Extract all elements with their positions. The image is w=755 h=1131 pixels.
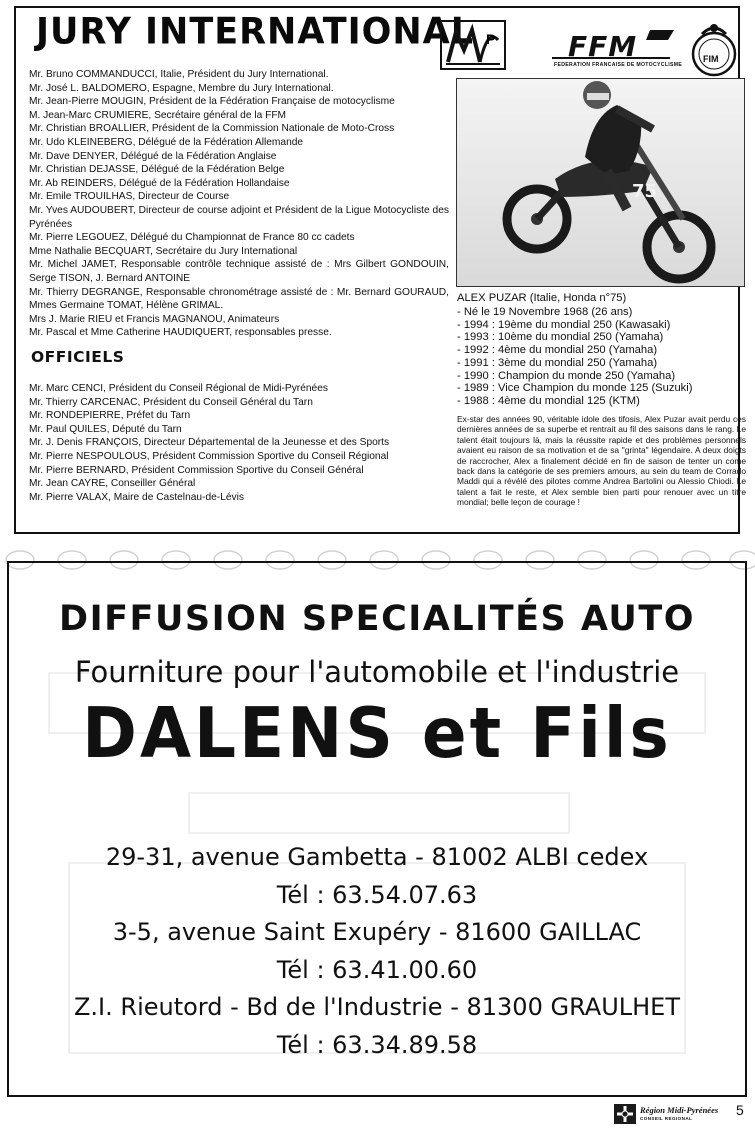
region-cross-logo: [614, 1104, 636, 1124]
list-item: Mr. Udo KLEINEBERG, Délégué de la Fédération Allemande: [29, 136, 304, 148]
list-item: Mr. RONDEPIERRE, Préfet du Tarn: [29, 410, 191, 422]
list-item: - Né le 19 Novembre 1968 (26 ans): [457, 306, 633, 318]
jury-panel: [14, 6, 746, 534]
list-item: M. Jean-Marc CRUMIERE, Secrétaire général de la FFM: [29, 109, 287, 121]
logo-strip: [440, 20, 736, 78]
list-item: Mrs J. Marie RIEU et Francis MAGNANOU, Animateurs: [29, 313, 280, 325]
list-item: Mr. Michel JAMET, Responsable contrôle technique assisté de : Mrs Gilbert GONDOUIN, Serge TISON, J. Bernard ANTOINE: [29, 259, 449, 284]
list-item: Mr. José L. BALDOMERO, Espagne, Membre du Jury International.: [29, 82, 334, 94]
rider-name: ALEX PUZAR (Italie, Honda n°75): [457, 292, 627, 304]
list-item: Mr. Jean-Pierre MOUGIN, Président de la Fédération Française de motocyclisme: [29, 96, 395, 108]
list-item: Mr. Yves AUDOUBERT, Directeur de course adjoint et Président de la Ligue Motocycliste des Pyrénées: [29, 204, 449, 230]
list-item: Mr. Paul QUILES, Député du Tarn: [29, 423, 182, 435]
ad-phone: Tél : 63.54.07.63: [276, 880, 478, 909]
ffm-logo-text: FFM: [568, 30, 638, 63]
ad-phone: Tél : 63.34.89.58: [276, 1030, 478, 1059]
list-item: Mr. Thierry DEGRANGE, Responsable chronométrage assisté de : Mr. Bernard GOURAUD, Mmes Germaine TOMAT, Hélène GRIMAL.: [29, 286, 449, 312]
ad-brand-name: DALENS et Fils: [82, 693, 672, 774]
list-item: Mr. Christian BROALLIER, Président de la Commission Nationale de Moto-Cross: [29, 123, 395, 135]
list-item: Mr. Dave DENYER, Délégué de la Fédération Anglaise: [29, 150, 277, 162]
ad-tagline: Fourniture pour l'automobile et l'industrie: [74, 655, 680, 689]
list-item: - 1992 : 4ème du mondial 250 (Yamaha): [457, 344, 658, 357]
footer-council-name: CONSEIL REGIONAL: [640, 1116, 693, 1121]
page-number: 5: [736, 1102, 744, 1118]
jury-member-list: [29, 68, 449, 340]
jury-title: JURY INTERNATIONAL: [36, 11, 475, 53]
list-item: Mr. Bruno COMMANDUCCI, Italie, Président du Jury International.: [29, 69, 329, 80]
svg-text:P: P: [486, 31, 496, 47]
list-item: Mr. Ab REINDERS, Délégué de la Fédération Hollandaise: [29, 177, 290, 189]
list-item: Mr. Thierry CARCENAC, Président du Conseil Général du Tarn: [29, 396, 313, 408]
list-item: Mr. Marc CENCI, Président du Conseil Régional de Midi-Pyrénées: [29, 383, 328, 394]
ad-address: 29-31, avenue Gambetta - 81002 ALBI cedex: [105, 843, 649, 871]
ad-phone: Tél : 63.41.00.60: [276, 955, 478, 984]
fim-logo: [690, 20, 738, 78]
list-item: Mr. Christian DEJASSE, Délégué de la Fédération Belge: [29, 164, 285, 176]
officiels-title: OFFICIELS: [31, 348, 125, 366]
list-item: - 1989 : Vice Champion du monde 125 (Suzuki): [457, 382, 693, 395]
advertisement-panel: [7, 561, 747, 1097]
fim-logo-text: FIM: [703, 54, 719, 64]
ad-address: Z.I. Rieutord - Bd de l'Industrie - 81300 GRAULHET: [73, 993, 680, 1022]
list-item: Mr. J. Denis FRANÇOIS, Directeur Départemental de la Jeunesse et des Sports: [29, 437, 390, 449]
list-item: Mr. Pierre NESPOULOUS, Président Commission Sportive du Conseil Régional: [29, 450, 389, 462]
rider-bio: Ex-star des années 90, véritable idole des tifosis, Alex Puzar avait perdu ces dernières années de sa superbe et rentrait au fil des saisons dans le rang. Le talent était toujours là, mais la réussite rapide et des problèmes personnels avaient eu raison de sa motivation et de sa "grinta" légendaire. A deux doigts de raccrocher, Alex a finalement décidé en fin de saison de tenter un come back dans la catégorie de ses premiers amours, au sein du team de Corrado Maddi qui a révélé des pilotes comme Andrea Bartolini ou Alessio Chiodi. Le talent a fait le reste, et Alex semble bien parti pour renouer avec un titre mondial; belle leçon de courage !: [457, 414, 746, 508]
motoclub-logo: [440, 20, 506, 70]
rider-career-list: [457, 306, 693, 408]
list-item: - 1994 : 19ème du mondial 250 (Kawasaki): [457, 318, 671, 331]
ffm-logo-subtitle: FEDERATION FRANCAISE DE MOTOCYCLISME: [554, 62, 683, 68]
ad-address-list: [9, 839, 745, 1065]
list-item: Mme Nathalie BECQUART, Secrétaire du Jury International: [29, 245, 298, 257]
list-item: - 1993 : 10ème du mondial 250 (Yamaha): [457, 331, 664, 344]
ffm-logo: [550, 24, 690, 72]
ad-address: 3-5, avenue Saint Exupéry - 81600 GAILLAC: [112, 918, 642, 947]
rider-photo: [456, 78, 745, 287]
ad-company-name: DIFFUSION SPECIALITÉS AUTO: [59, 599, 695, 639]
list-item: - 1988 : 4ème du mondial 125 (KTM): [457, 394, 640, 407]
list-item: - 1991 : 3ème du mondial 250 (Yamaha): [457, 356, 658, 369]
list-item: Mr. Pierre VALAX, Maire de Castelnau-de-Lévis: [29, 491, 244, 503]
list-item: Mr. Pierre BERNARD, Président Commission Sportive du Conseil Général: [29, 464, 364, 476]
list-item: - 1990 : Champion du monde 250 (Yamaha): [457, 369, 676, 382]
list-item: Mr. Jean CAYRE, Conseiller Général: [29, 478, 196, 490]
footer-region-name: Région Midi-Pyrénées: [640, 1105, 719, 1115]
officiels-list: [29, 382, 449, 504]
svg-text:75: 75: [632, 181, 658, 202]
list-item: Mr. Emile TROUILHAS, Directeur de Course: [29, 191, 230, 203]
list-item: Mr. Pierre LEGOUEZ, Délégué du Championnat de France 80 cc cadets: [29, 232, 355, 244]
list-item: Mr. Pascal et Mme Catherine HAUDIQUERT, responsables presse.: [29, 327, 332, 339]
